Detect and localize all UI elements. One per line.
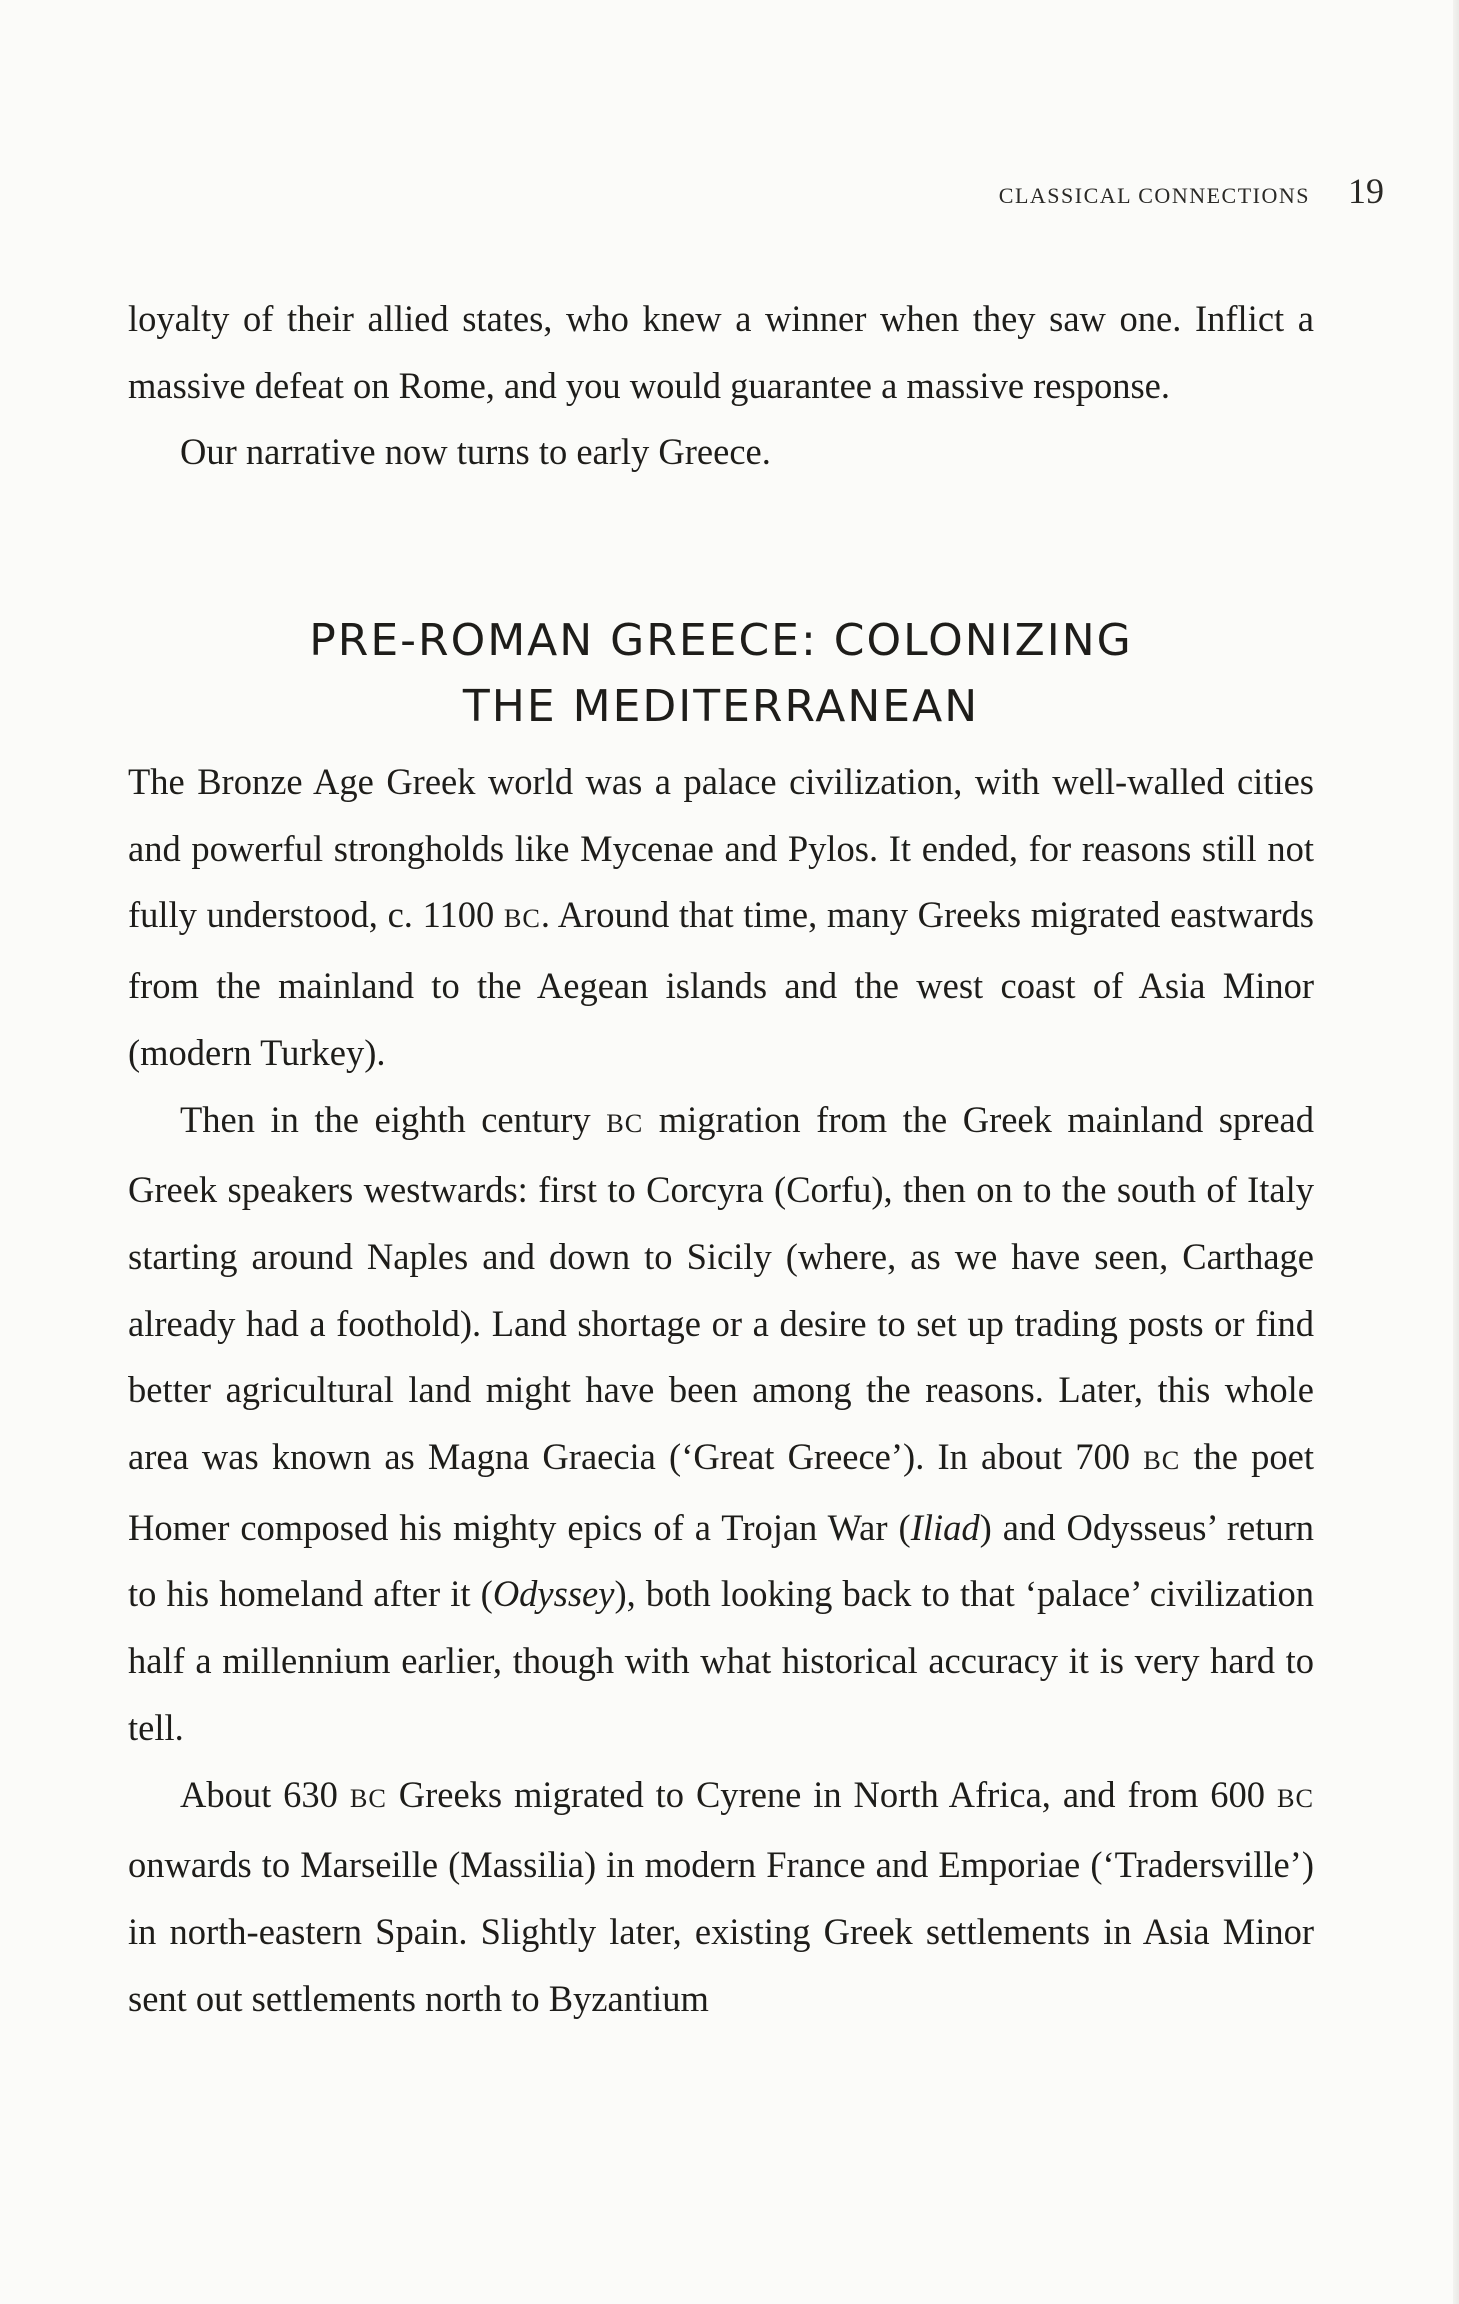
body-text — [128, 749, 1314, 2032]
section-heading-line-1: PRE-ROMAN GREECE: COLONIZING — [309, 615, 1133, 666]
paragraph-eighth-century: Then in the eighth century BC migration from the Greek mainland spread Greek speakers westwards: first to Corcyra (Corfu), then on to the south of Italy starting around Naples and down to Sicily (where, as we have seen, Carthage already had a foothold). Land shortage or a desire to set up trading posts or find better agricultural land might have been among the reasons. Later, this whole area was known as Magna Graecia (‘Great Greece’). In about 700 BC the poet Homer composed his mighty epics of a Trojan War (Iliad) and Odysseus’ return to his homeland after it (Odyssey), both looking back to that ‘palace’ civilization half a millennium earlier, though with what historical accuracy it is very hard to tell. — [128, 1098, 1314, 1748]
running-head — [999, 170, 1384, 212]
section-heading — [128, 608, 1314, 740]
title-odyssey: Odyssey — [492, 1573, 615, 1615]
title-iliad: Iliad — [910, 1506, 980, 1548]
paragraph-cyrene: About 630 BC Greeks migrated to Cyrene in North Africa, and from 600 BC onwards to Marseille (Massilia) in modern France and Emporiae (‘Tradersville’) in north-eastern Spain. Slightly later, existing Greek settlements in Asia Minor sent out settlements north to Byzantium — [128, 1773, 1314, 2019]
intro-text — [128, 286, 1314, 486]
bc-abbrev: BC — [1276, 1783, 1314, 1813]
running-title: CLASSICAL CONNECTIONS — [998, 183, 1310, 208]
bc-abbrev: BC — [606, 1108, 644, 1138]
intro-paragraph-turn: Our narrative now turns to early Greece. — [180, 431, 771, 473]
intro-paragraph: loyalty of their allied states, who knew a winner when they saw one. Inflict a massive defeat on Rome, and you would guarantee a massive response. — [128, 298, 1314, 406]
page-number: 19 — [1348, 171, 1384, 211]
scan-edge-shadow — [1453, 0, 1459, 2304]
bc-abbrev: BC — [503, 904, 541, 934]
section-heading-line-2: THE MEDITERRANEAN — [462, 681, 980, 732]
bc-abbrev: BC — [1143, 1446, 1181, 1476]
paragraph-bronze-age: The Bronze Age Greek world was a palace civilization, with well-walled cities and powerful strongholds like Mycenae and Pylos. It ended, for reasons still not fully understood, c. 1100 BC. Around that time, many Greeks migrated eastwards from the mainland to the Aegean islands and the west coast of Asia Minor (modern Turkey). — [128, 761, 1314, 1073]
bc-abbrev: BC — [349, 1783, 387, 1813]
